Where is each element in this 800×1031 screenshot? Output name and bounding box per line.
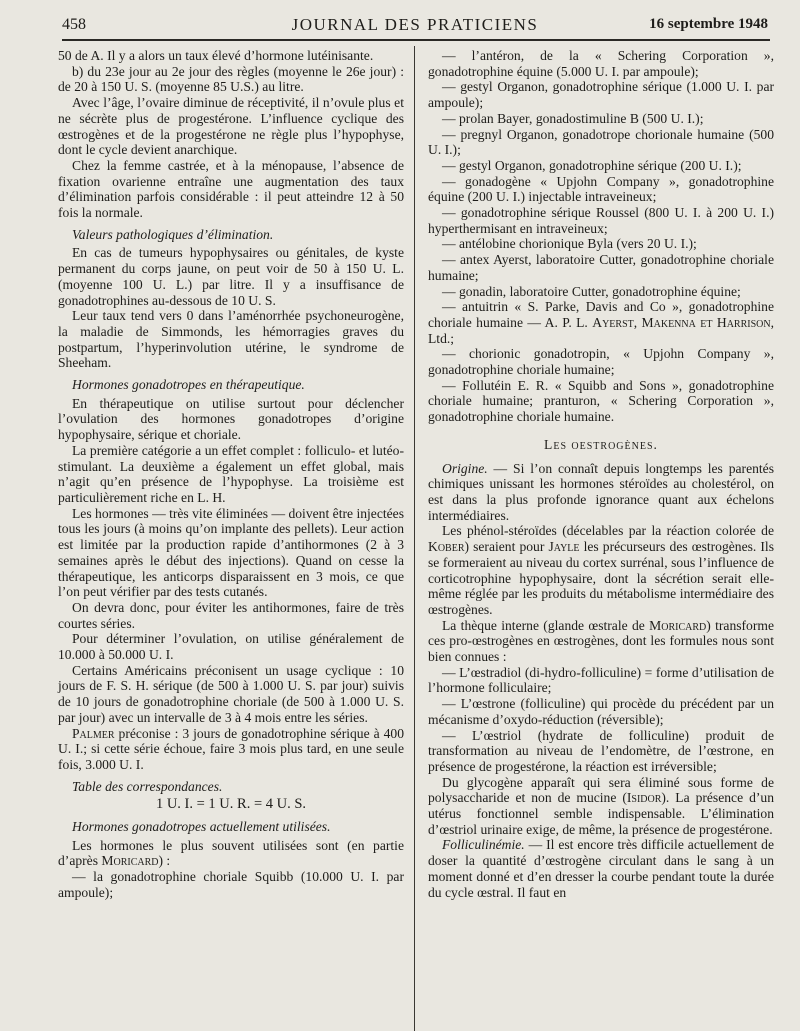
list-item: — la gonadotrophine choriale Squibb (10.000 U. I. par ampoule);: [58, 869, 404, 900]
list-item: — L’œstriol (hydrate de folliculine) produit de transformation au niveau de l’endomètre, de l’œstrone, en présence de progestérone, la réaction est irréversible;: [428, 727, 774, 774]
paragraph: [58, 838, 404, 869]
list-item: — gonadotrophine sérique Roussel (800 U. I. à 200 U. I.) hyperthermisant en intraveineux;: [428, 205, 774, 236]
list-item: — l’antéron, de la « Schering Corporation », gonadotrophine équine (5.000 U. I. par ampoule);: [428, 48, 774, 79]
text-run: — Si l’on connaît depuis longtemps les parentés chimiques unissant les hormones stéroïdes au cholestérol, on est dans la plus profonde ignorance quant aux échelons intermédiaires.: [428, 460, 774, 523]
text-run: Les hormones le plus souvent utilisées sont (en partie d’après: [58, 837, 404, 869]
paragraph: Avec l’âge, l’ovaire diminue de réceptivité, il n’ovule plus et ne sécrète plus de progestérone. L’influence cyclique des œstrogènes et de la progestérone ne règle plus l’hypophyse, dont le cycle devient anarchique.: [58, 95, 404, 158]
text-run: Du glycogène apparaît qui sera éliminé sous forme de polysaccharide et non de mucine (: [428, 774, 774, 806]
text-run: , Ltd.;: [428, 314, 774, 346]
paragraph: On devra donc, pour éviter les antihormones, faire de très courtes séries.: [58, 599, 404, 631]
text-run: ) :: [158, 853, 171, 869]
issue-date: 16 septembre 1948: [649, 16, 768, 32]
author-name: Isidor: [626, 790, 662, 806]
text-run: Les phénol-stéroïdes (décelables par la réaction colorée de: [442, 523, 774, 539]
list-item: — antex Ayerst, laboratoire Cutter, gonadotrophine choriale humaine;: [428, 252, 774, 283]
paragraph: [58, 726, 404, 773]
paragraph: Certains Américains préconisent un usage cyclique : 10 jours de F. S. H. sérique (de 500 à 1.000 U. S. par jour) suivis de 10 jours de gonadotrophine choriale (de 500 à 1.000 U. S. par jour) avec un intervalle de 3 à 4 mois entre les séries.: [58, 662, 404, 725]
text-run: ) transforme ces pro-œstrogènes en œstrogènes, dont les formules nous sont bien connues :: [428, 617, 774, 665]
list-item: — gestyl Organon, gonadotrophine sérique (200 U. I.);: [442, 157, 742, 173]
list-item: — Follutéin E. R. « Squibb and Sons », gonadotrophine choriale humaine; pranturon, « Schering Corporation », gonadotrophine choriale humaine.: [428, 377, 774, 425]
list-item: — gestyl Organon, gonadotrophine sérique (1.000 U. I. par ampoule);: [428, 79, 774, 111]
subheading: Hormones gonadotropes actuellement utilisées.: [72, 819, 331, 835]
list-item: [428, 299, 774, 346]
text-run: — antuitrin « S. Parke, Davis and Co », gonadotrophine choriale humaine — A. P. L.: [428, 299, 774, 330]
subheading: Hormones gonadotropes en thérapeutique.: [72, 377, 305, 393]
right-column: [428, 48, 774, 900]
section-heading: Les oestrogènes.: [544, 436, 658, 452]
text-run: La thèque interne (glande œstrale de: [442, 617, 650, 633]
run-in-heading: Origine.: [442, 460, 488, 476]
list-item: — pregnyl Organon, gonadotrope chorionale humaine (500 U. I.);: [428, 126, 774, 158]
text-run: les précurseurs des œstrogènes. Ils se formeraient au niveau du cortex surrénal, sous l’influence de corticotrophine hypophysaire, dont la sécrétion serait elle-même réglée par les produits du métabolisme intermédiaire des œstrogènes.: [428, 539, 774, 617]
list-item: — L’œstrone (folliculine) qui procède du précédent par un mécanisme d’oxydo-réduction (réversible);: [428, 696, 774, 727]
list-item: — gonadin, laboratoire Cutter, gonadotrophine équine;: [442, 283, 741, 299]
journal-title: JOURNAL DES PRATICIENS: [291, 15, 539, 34]
author-name: Moricard: [101, 853, 159, 869]
list-item: — antélobine chorionique Byla (vers 20 U. I.);: [442, 236, 697, 252]
author-name: Jayle: [548, 539, 580, 555]
author-name: Kober: [428, 539, 465, 555]
text-run: ). La présence d’un utérus fonctionnel semble indispensable. L’élimination d’œstriol urinaire exige, de même, la présence de progestérone.: [428, 790, 774, 837]
text-run: — Il est encore très difficile actuellement de doser la quantité d’œstrogène circulant dans le sang à un moment donné et d’en dresser la courbe pendant toute la durée du cycle œstral. Il faut en: [428, 837, 774, 900]
text-run: préconise : 3 jours de gonadotrophine sérique à 400 U. I.; si cette série échoue, faire 3 mois plus tard, en une seule fois, 3.000 U. I.: [58, 725, 404, 772]
paragraph: La première catégorie a un effet complet : folliculo- et lutéo-stimulant. La deuxième a également un effet global, mais n’agit qu’en présence de l’hypophyse. La troisième est particulièrement riche en L. H.: [58, 442, 404, 505]
paragraph: 50 de A. Il y a alors un taux élevé d’hormone lutéinisante.: [58, 48, 374, 63]
paragraph: Les hormones — très vite éliminées — doivent être injectées tous les jours (à moins qu’on implante des pellets). Leur action est limitée par la production rapide d’antihormones (2 à 3 semaines après le début des injections). Quand on cesse la thérapeutique, les anticorps disparaissent en 3 mois, ce que l’on peut vérifier par des tests cutanés.: [58, 505, 404, 600]
list-item: — chorionic gonadotropin, « Upjohn Company », gonadotrophine choriale humaine;: [428, 346, 774, 378]
author-name: Ayerst, Makenna et Harrison: [592, 314, 771, 330]
list-item: — L’œstradiol (di-hydro-folliculine) = forme d’utilisation de l’hormone folliculaire;: [428, 664, 774, 696]
paragraph: [428, 837, 774, 900]
left-column: [58, 48, 404, 901]
subheading: Valeurs pathologiques d’élimination.: [72, 226, 274, 242]
paragraph: [428, 461, 774, 524]
author-name: Moricard: [649, 617, 707, 633]
run-in-heading: Folliculinémie.: [442, 837, 525, 853]
list-item: — prolan Bayer, gonadostimuline B (500 U. I.);: [442, 110, 704, 126]
correspondence-equation: 1 U. I. = 1 U. R. = 4 U. S.: [155, 796, 307, 813]
paragraph: En thérapeutique on utilise surtout pour déclencher l’ovulation des hormones gonadotropes d’origine hypophysaire, sérique et choriale.: [58, 395, 404, 443]
column-divider: [414, 46, 415, 1031]
header-rule: [62, 39, 770, 41]
subheading: Table des correspondances.: [72, 778, 223, 794]
paragraph: b) du 23e jour au 2e jour des règles (moyenne le 26e jour) : de 20 à 150 U. S. (moyenne 85 U.S.) au litre.: [58, 63, 404, 95]
author-name: Palmer: [72, 725, 115, 741]
paragraph: [428, 618, 774, 665]
running-header: [62, 12, 768, 36]
paragraph: Leur taux tend vers 0 dans l’aménorrhée psychoneurogène, la maladie de Simmonds, les hémorragies graves du postpartum, l’hyperinvolution utérine, le syndrome de Sheeham.: [58, 308, 404, 371]
text-run: ) seraient pour: [464, 539, 549, 555]
paragraph: [428, 523, 774, 617]
paragraph: En cas de tumeurs hypophysaires ou génitales, de kyste permanent du corps jaune, on peut voir de 50 à 150 U. L. (moyenne 100 U. L.) par litre. Il y a insuffisance de gonadotrophines au-dessous de 10 U. S.: [58, 245, 404, 308]
paragraph: [428, 775, 774, 838]
paragraph: Chez la femme castrée, et à la ménopause, l’absence de fixation ovarienne entraîne une augmentation des taux d’élimination parfois considérable : il peut atteindre 12 à 50 fois la normale.: [58, 157, 404, 221]
page-number: 458: [62, 16, 86, 33]
list-item: — gonadogène « Upjohn Company », gonadotrophine équine (200 U. I.) injectable intraveineux;: [428, 173, 774, 205]
paragraph: Pour déterminer l’ovulation, on utilise généralement de 10.000 à 50.000 U. I.: [58, 631, 404, 663]
